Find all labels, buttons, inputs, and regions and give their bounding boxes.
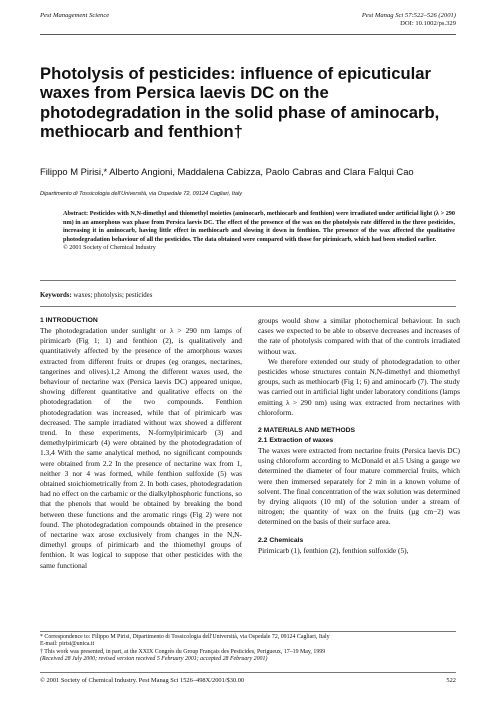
footnote-rule (40, 631, 456, 632)
footer-rule (40, 672, 456, 673)
abstract-text: Pesticides with N,N-dimethyl and thiomethyl moieties (aminocarb, methiocarb and fenthion) were irradiated under artificial light (λ > 290 nm) in an amorphous wax phase from Persica laevis DC. The effect of the presence of the wax on the photolysis rate differed in the three pesticides, increasing it in aminocarb, having little effect in methiocarb and slowing it down in fenthion. The presence of the wax affected the qualitative photodegradation behaviour of all the pesticides. The data obtained were compared with those for pirimicarb, which had been studied earlier. (63, 210, 455, 243)
page-footer (40, 677, 456, 684)
footnotes (40, 634, 460, 664)
citation-block (362, 12, 456, 28)
section-gap (258, 418, 460, 426)
article-title: Photolysis of pesticides: influence of epicuticular waxes from Persica laevis DC on the photodegradation in the solid phase of aminocarb, methiocarb and fenthion† (40, 64, 440, 142)
subsection-heading-extraction: 2.1 Extraction of waxes (258, 437, 334, 445)
abstract-rule (40, 280, 456, 281)
affiliation: Dipartimento di Tossicologia dell'Università, via Ospedale 72, 09124 Cagliari, Italy (40, 191, 243, 197)
keywords (40, 292, 152, 299)
footnote-correspondence: * Correspondence to: Filippo M Pirisi, Dipartimento di Tossicologia dell'Università, via Ospedale 72, 09124 Cagliari, Italy (40, 634, 330, 640)
footnote-email: E-mail: pirisi@unica.it (40, 641, 95, 648)
page-number: 522 (446, 677, 456, 684)
keywords-text: waxes; photolysis; pesticides (73, 292, 153, 299)
subsection-gap (258, 528, 460, 536)
subsection-heading-chemicals: 2.2 Chemicals (258, 536, 304, 544)
abstract-label: Abstract: (63, 210, 89, 217)
abstract (63, 210, 455, 253)
keywords-rule (40, 306, 456, 307)
intro-paragraph-continued: groups would show a similar photochemical behaviour. In such cases we expected to be able to observe decreases and increases of the rate of photolysis compared with that of the controls irradiated without wax. (258, 316, 460, 356)
keywords-label: Keywords: (40, 292, 72, 299)
footer-copyright: © 2001 Society of Chemical Industry. Pest Manag Sci 1526–498X/2001/$30.00 (40, 677, 245, 684)
left-column (40, 316, 242, 571)
footnote-received: (Received 28 July 2000; revised version received 5 February 2001; accepted 28 February 2001) (40, 656, 268, 663)
intro-paragraph-2: We therefore extended our study of photodegradation to other pesticides whose structures contain N,N-dimethyl and thiomethyl groups, such as methiocarb (Fig 1; 6) and aminocarb (7). The study was carried out in artificial light under laboratory conditions (lamps emitting λ > 290 nm) using wax extracted from nectarines with chloroform. (258, 356, 460, 417)
footnote-presented: † This work was presented, in part, at the XXIX Congrès du Group Français des Pesticides, Perigueux, 17–19 May, 1999 (40, 648, 326, 655)
journal-name: Pest Management Science (40, 12, 110, 19)
abstract-copyright: © 2001 Society of Chemical Industry (63, 244, 156, 252)
intro-paragraph-1: The photodegradation under sunlight or λ > 290 nm lamps of pirimicarb (Fig 1; 1) and fenthion (2), is qualitatively and quantitatively affected by the presence of the amorphous waxes extracted from different fruits or drupes (eg oranges, nectarines, tangerines and olives).1,2 Among the different waxes used, the behaviour of nectarine wax (Persica laevis DC) appeared unique, showing different quantitative and qualitative effects on the photodegradation of the two compounds. Fenthion photodegradation was increased, while that of pirimicarb was decreased. The sample irradiated without wax showed a different trend. In these experiments, N-formylpirimicarb (3) and demethylpirimicarb (4) were obtained by the photodegradation of 1.3,4 With the same analytical method, no significant compounds were obtained from 2.2 In the presence of nectarine wax from 1, neither 3 nor 4 was formed, while fenthion sulfoxide (5) was obtained stoichiometrically from 2. In both cases, photodegradation had no effect on the carbamic or the dialkylphosphoric functions, so that the phenols that would be obtained by breaking the bond between these functions and the aromatic rings (Fig 2) were not found. The photodegradation compounds obtained in the presence of nectarine wax arose exclusively from changes in the N,N-dimethyl groups of pirimicarb and the thiomethyl groups of fenthion. It was logical to suppose that other pesticides with the same functional (40, 326, 242, 570)
methods-paragraph-chemicals: Pirimicarb (1), fenthion (2), fenthion sulfoxide (5), (258, 545, 409, 555)
section-heading-methods: 2 MATERIALS AND METHODS (258, 427, 356, 435)
right-column (258, 316, 460, 556)
author-list: Filippo M Pirisi,* Alberto Angioni, Maddalena Cabizza, Paolo Cabras and Clara Falqui Cao (40, 166, 414, 177)
section-heading-introduction: 1 INTRODUCTION (40, 317, 98, 324)
header-rule (40, 34, 456, 35)
doi: DOI: 10.1002/ps.329 (400, 20, 456, 27)
citation: Pest Manag Sci 57:522–526 (2001) (361, 12, 456, 19)
methods-paragraph-extraction: The waxes were extracted from nectarine fruits (Persica laevis DC) using chloroform according to McDonald et al.5 Using a gauge we determined the diameter of four mature commercial fruits, which were then immersed separately for 2 min in a known volume of solvent. The final concentration of the wax solution was determined by drying aliquots (10 ml) of the solution under a stream of nitrogen; the quantity of wax on the fruits (µg cm−2) was determined on the basis of their surface area. (258, 446, 460, 527)
